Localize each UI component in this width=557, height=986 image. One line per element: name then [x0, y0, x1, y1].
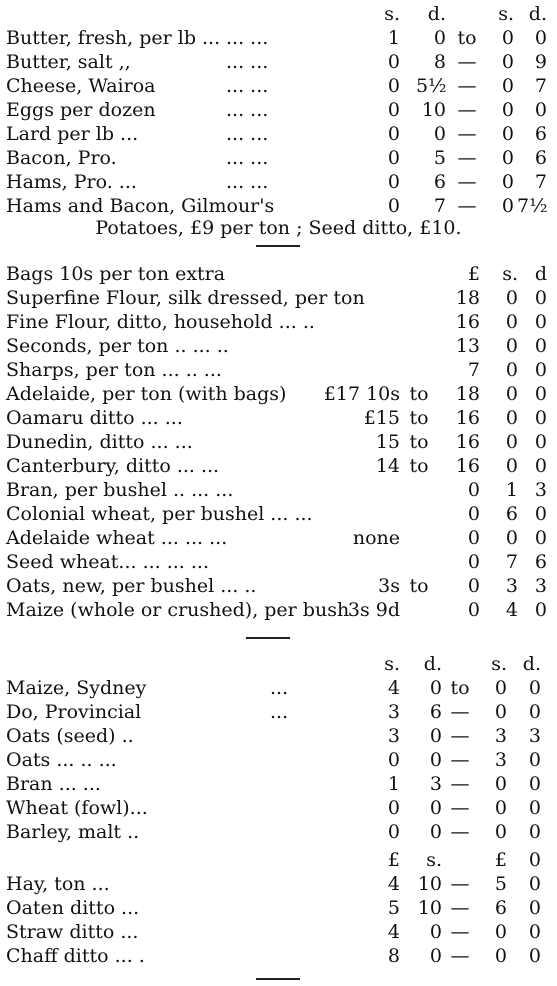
price-from: £17 10s: [323, 383, 400, 405]
header-pound: £: [467, 263, 480, 285]
price-from-pound: 5: [387, 897, 400, 919]
price-to-pound: 5: [494, 873, 507, 895]
price-to-d: 0: [528, 773, 541, 795]
price-from-d: 6: [433, 171, 446, 193]
price-from-d: 0: [433, 123, 446, 145]
range-separator: to: [409, 407, 429, 429]
section-divider: [256, 978, 300, 980]
price-to-s: 0: [528, 897, 541, 919]
price-to-pound: 0: [494, 921, 507, 943]
price-pound: 0: [467, 503, 480, 525]
price-to-s: 0: [528, 921, 541, 943]
price-d: 0: [534, 359, 547, 381]
price-from-d: 0: [429, 677, 442, 699]
price-to-pound: 6: [494, 897, 507, 919]
price-s: 0: [505, 335, 518, 357]
price-from-d: 10: [421, 99, 446, 121]
section3-header-row: [0, 652, 557, 676]
price-to-d: 7½: [517, 195, 548, 217]
price-row: [0, 574, 557, 598]
header-s: s.: [384, 653, 400, 675]
price-row: [0, 526, 557, 550]
price-pound: 16: [455, 407, 480, 429]
price-to-s: 0: [494, 821, 507, 843]
range-separator: —: [450, 749, 470, 771]
price-from: none: [352, 527, 400, 549]
price-to-s: 0: [501, 147, 514, 169]
price-d: 0: [534, 383, 547, 405]
price-row: [0, 310, 557, 334]
price-from-d: 0: [429, 821, 442, 843]
price-row: [0, 478, 557, 502]
price-from-d: 0: [429, 749, 442, 771]
item-label: Chaff ditto ... .: [6, 945, 145, 967]
leader-dots: ... ...: [226, 27, 269, 49]
price-from-pound: 8: [387, 945, 400, 967]
price-to-d: 0: [528, 821, 541, 843]
header-d: d.: [528, 3, 547, 25]
price-to-s: 3: [494, 749, 507, 771]
price-s: 0: [505, 383, 518, 405]
price-to-s: 3: [494, 725, 507, 747]
item-label: Oats ... .. ...: [6, 749, 117, 771]
section3-header2-row: [0, 848, 557, 872]
range-separator: —: [457, 147, 477, 169]
range-separator: —: [457, 75, 477, 97]
price-from-d: 5: [433, 147, 446, 169]
price-from-s: 1: [387, 27, 400, 49]
price-d: 0: [534, 527, 547, 549]
item-label: Sharps, per ton ... .. ...: [6, 359, 222, 381]
price-s: 7: [505, 551, 518, 573]
price-row: [0, 74, 557, 98]
price-row: [0, 98, 557, 122]
price-s: 0: [505, 311, 518, 333]
potatoes-note: Potatoes, £9 per ton ; Seed ditto, £10.: [95, 217, 462, 239]
price-from: 15: [375, 431, 400, 453]
range-separator: —: [450, 773, 470, 795]
price-row: [0, 676, 557, 700]
price-from-s: 0: [387, 51, 400, 73]
price-to-s: 0: [501, 51, 514, 73]
price-row: [0, 502, 557, 526]
range-separator: to: [409, 455, 429, 477]
price-row: [0, 700, 557, 724]
item-label: Lard per lb ...: [6, 123, 139, 145]
price-from-s: 10: [417, 873, 442, 895]
price-from-d: 3: [429, 773, 442, 795]
price-s: 4: [505, 599, 518, 621]
price-pound: 0: [467, 575, 480, 597]
price-from-s: 1: [387, 773, 400, 795]
item-label: Seconds, per ton .. ... ..: [6, 335, 229, 357]
item-label: Dunedin, ditto ... ...: [6, 431, 193, 453]
item-label: Seed wheat... ... ... ...: [6, 551, 210, 573]
price-d: 0: [534, 311, 547, 333]
price-to-pound: 0: [494, 945, 507, 967]
price-from-d: 5½: [416, 75, 447, 97]
price-row: [0, 170, 557, 194]
price-from-pound: 4: [387, 921, 400, 943]
price-pound: 0: [467, 479, 480, 501]
price-to-d: 0: [534, 27, 547, 49]
price-from-d: 8: [433, 51, 446, 73]
price-s: 0: [505, 527, 518, 549]
price-row: [0, 194, 557, 218]
header-s: s.: [502, 263, 518, 285]
header-d: 0: [528, 849, 541, 871]
price-to-s: 0: [501, 75, 514, 97]
range-separator: —: [457, 99, 477, 121]
price-from-s: 3: [387, 701, 400, 723]
price-to-d: 6: [534, 147, 547, 169]
item-label: Butter, fresh, per lb ...: [6, 27, 221, 49]
price-s: 0: [505, 455, 518, 477]
price-row: [0, 26, 557, 50]
price-from-d: 0: [433, 27, 446, 49]
price-row: [0, 406, 557, 430]
item-label: Bran, per bushel .. ... ...: [6, 479, 234, 501]
price-pound: 16: [455, 431, 480, 453]
price-row: [0, 724, 557, 748]
price-to-s: 0: [501, 195, 514, 217]
header-pound: £: [494, 849, 507, 871]
item-label: Oats (seed) ..: [6, 725, 134, 747]
price-to-d: 0: [534, 99, 547, 121]
price-row: [0, 430, 557, 454]
price-pound: 16: [455, 455, 480, 477]
header-d: d.: [427, 3, 446, 25]
item-label: Bran ... ...: [6, 773, 101, 795]
range-separator: to: [457, 27, 477, 49]
price-from: 14: [375, 455, 400, 477]
range-separator: —: [450, 897, 470, 919]
price-from: £15: [363, 407, 400, 429]
price-row: [0, 748, 557, 772]
item-label: Eggs per dozen: [6, 99, 156, 121]
price-pound: 16: [455, 311, 480, 333]
item-label: Superfine Flour, silk dressed, per ton: [6, 287, 365, 309]
price-to-s: 0: [494, 797, 507, 819]
leader-dots: ... ...: [226, 99, 269, 121]
item-label: Barley, malt ..: [6, 821, 140, 843]
range-separator: to: [409, 575, 429, 597]
price-row: [0, 50, 557, 74]
header-d: d.: [423, 653, 442, 675]
price-s: 0: [505, 287, 518, 309]
price-s: 0: [505, 431, 518, 453]
range-separator: to: [409, 383, 429, 405]
header-d: d.: [522, 653, 541, 675]
price-row: [0, 358, 557, 382]
item-label: Hay, ton ...: [6, 873, 110, 895]
price-row: [0, 382, 557, 406]
leader-dots: ... ...: [226, 51, 269, 73]
leader-dots: ...: [270, 677, 289, 699]
header-s: s.: [384, 3, 400, 25]
price-from-s: 0: [387, 749, 400, 771]
bags-note: Bags 10s per ton extra: [6, 263, 226, 285]
price-to-d: 0: [528, 677, 541, 699]
section-divider: [256, 245, 300, 247]
price-row: [0, 550, 557, 574]
price-d: 0: [534, 287, 547, 309]
price-from-s: 0: [387, 171, 400, 193]
section1-header-row: [0, 2, 557, 26]
price-to-d: 0: [528, 797, 541, 819]
range-separator: to: [450, 677, 470, 699]
price-to-s: 0: [528, 945, 541, 967]
price-d: 6: [534, 551, 547, 573]
price-d: 3: [534, 575, 547, 597]
range-separator: —: [450, 725, 470, 747]
price-to-s: 0: [528, 873, 541, 895]
price-to-s: 0: [501, 171, 514, 193]
price-row: [0, 598, 557, 622]
price-from-s: 0: [387, 99, 400, 121]
item-label: Cheese, Wairoa: [6, 75, 156, 97]
range-separator: —: [457, 171, 477, 193]
leader-dots: ... ...: [226, 123, 269, 145]
price-from-s: 0: [429, 921, 442, 943]
price-s: 1: [505, 479, 518, 501]
item-label: Wheat (fowl)...: [6, 797, 148, 819]
price-row: [0, 896, 557, 920]
price-row: [0, 872, 557, 896]
price-from-s: 0: [387, 123, 400, 145]
item-label: Maize (whole or crushed), per bush: [6, 599, 350, 621]
header-pound: £: [387, 849, 400, 871]
item-label: Maize, Sydney: [6, 677, 147, 699]
price-from-s: 0: [387, 75, 400, 97]
price-from-d: 0: [429, 797, 442, 819]
leader-dots: ... ...: [226, 147, 269, 169]
item-label: Do, Provincial: [6, 701, 142, 723]
price-row: [0, 772, 557, 796]
leader-dots: ...: [270, 701, 289, 723]
price-d: 0: [534, 431, 547, 453]
price-s: 6: [505, 503, 518, 525]
leader-dots: ... ...: [226, 75, 269, 97]
header-s: s.: [498, 3, 514, 25]
header-d: d: [534, 263, 547, 285]
range-separator: —: [457, 51, 477, 73]
price-to-d: 0: [528, 749, 541, 771]
item-label: Bacon, Pro.: [6, 147, 117, 169]
price-from-s: 4: [387, 677, 400, 699]
price-pound: 0: [467, 599, 480, 621]
price-to-s: 0: [494, 773, 507, 795]
price-d: 0: [534, 503, 547, 525]
section-divider: [246, 637, 290, 639]
range-separator: —: [450, 797, 470, 819]
price-from: 3s: [378, 575, 400, 597]
section2-header-row: [0, 262, 557, 286]
item-label: Oats, new, per bushel ... ..: [6, 575, 257, 597]
price-to-d: 0: [528, 701, 541, 723]
price-to-d: 9: [534, 51, 547, 73]
range-separator: —: [457, 123, 477, 145]
price-row: [0, 146, 557, 170]
price-d: 0: [534, 599, 547, 621]
item-label: Adelaide wheat ... ... ...: [6, 527, 228, 549]
price-pound: 0: [467, 527, 480, 549]
price-pound: 0: [467, 551, 480, 573]
price-row: [0, 796, 557, 820]
price-from-s: 0: [387, 821, 400, 843]
price-to-s: 0: [501, 123, 514, 145]
price-from-d: 0: [429, 725, 442, 747]
price-from-s: 0: [387, 147, 400, 169]
price-to-d: 6: [534, 123, 547, 145]
price-s: 0: [505, 407, 518, 429]
price-from-s: 0: [387, 797, 400, 819]
price-pound: 18: [455, 383, 480, 405]
leader-dots: ... ...: [226, 171, 269, 193]
range-separator: to: [409, 431, 429, 453]
item-label: Oamaru ditto ... ...: [6, 407, 183, 429]
item-label: Oaten ditto ...: [6, 897, 140, 919]
price-from-s: 0: [429, 945, 442, 967]
range-separator: —: [450, 873, 470, 895]
price-d: 0: [534, 455, 547, 477]
item-label: Butter, salt ,,: [6, 51, 131, 73]
price-to-s: 0: [494, 677, 507, 699]
price-s: 0: [505, 359, 518, 381]
item-label: Hams, Pro. ...: [6, 171, 137, 193]
price-to-d: 7: [534, 171, 547, 193]
item-label: Fine Flour, ditto, household ... ..: [6, 311, 315, 333]
range-separator: —: [450, 701, 470, 723]
price-from-d: 6: [429, 701, 442, 723]
header-s: s.: [426, 849, 442, 871]
price-row: [0, 820, 557, 844]
item-label: Hams and Bacon, Gilmour's: [6, 195, 275, 217]
price-from-d: 7: [433, 195, 446, 217]
item-label: Adelaide, per ton (with bags): [6, 383, 287, 405]
price-from: 3s 9d: [347, 599, 400, 621]
price-from-s: 10: [417, 897, 442, 919]
price-d: 3: [534, 479, 547, 501]
price-pound: 18: [455, 287, 480, 309]
price-d: 0: [534, 407, 547, 429]
header-s: s.: [491, 653, 507, 675]
price-row: [0, 286, 557, 310]
price-pound: 13: [455, 335, 480, 357]
range-separator: —: [450, 921, 470, 943]
price-to-d: 7: [534, 75, 547, 97]
price-row: [0, 920, 557, 944]
range-separator: —: [450, 821, 470, 843]
price-row: [0, 454, 557, 478]
range-separator: —: [450, 945, 470, 967]
price-row: [0, 944, 557, 968]
item-label: Straw ditto ...: [6, 921, 139, 943]
price-row: [0, 122, 557, 146]
price-to-s: 0: [494, 701, 507, 723]
item-label: Canterbury, ditto ... ...: [6, 455, 220, 477]
price-to-s: 0: [501, 99, 514, 121]
price-row: [0, 334, 557, 358]
price-pound: 7: [467, 359, 480, 381]
price-from-pound: 4: [387, 873, 400, 895]
range-separator: —: [457, 195, 477, 217]
price-d: 0: [534, 335, 547, 357]
price-from-s: 0: [387, 195, 400, 217]
price-from-s: 3: [387, 725, 400, 747]
price-to-d: 3: [528, 725, 541, 747]
price-to-s: 0: [501, 27, 514, 49]
item-label: Colonial wheat, per bushel ... ...: [6, 503, 313, 525]
price-s: 3: [505, 575, 518, 597]
